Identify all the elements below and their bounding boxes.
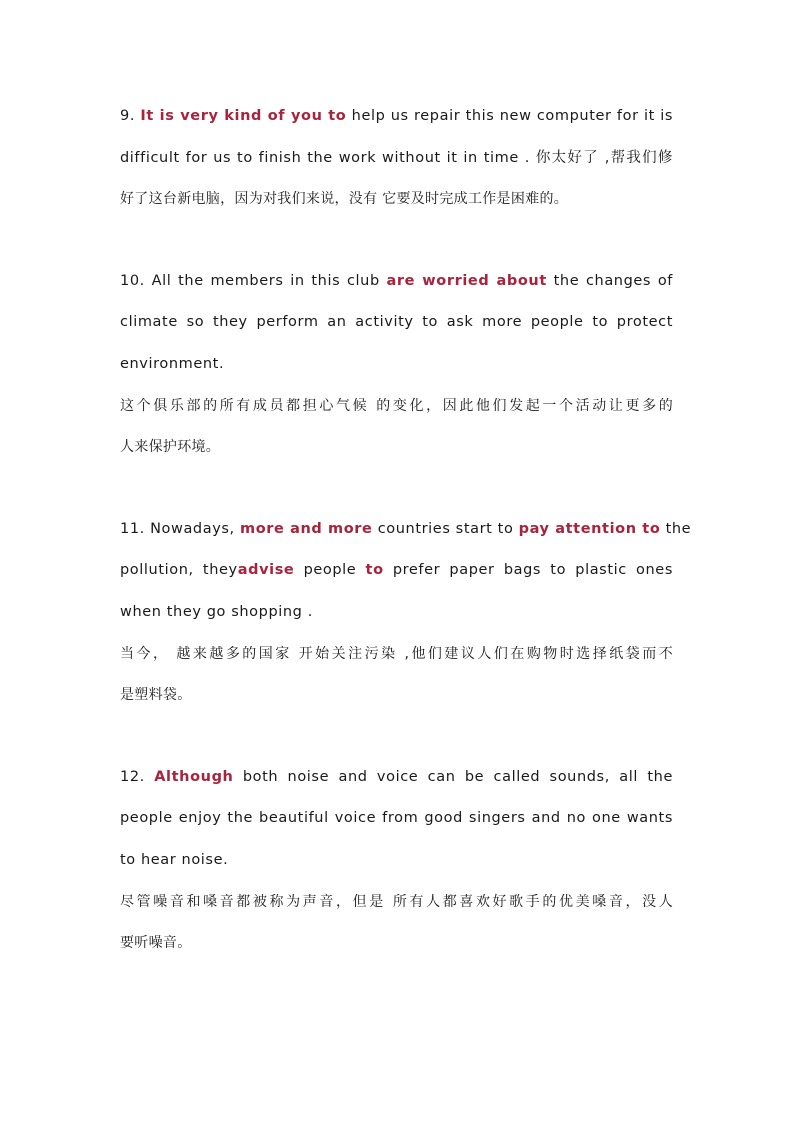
text-span: pollution, they bbox=[120, 562, 238, 579]
text-span: 当今， 越来越多的国家 开始关注污染 ,他们建议人们在购物时选择纸袋而不 bbox=[120, 645, 673, 662]
text-line bbox=[120, 302, 673, 344]
text-span: help us repair this new computer for it is bbox=[346, 108, 673, 124]
translation-line bbox=[120, 923, 673, 965]
highlight-phrase: pay attention to bbox=[518, 520, 661, 537]
text-line bbox=[120, 509, 692, 551]
text-span: 要听噪音。 bbox=[120, 935, 192, 952]
translation-line bbox=[120, 882, 673, 924]
text-span: countries start to bbox=[372, 520, 519, 537]
text-line bbox=[120, 798, 673, 840]
text-line bbox=[120, 757, 673, 799]
text-line bbox=[120, 344, 673, 386]
text-span: people enjoy the beautiful voice from good singers and no one wants bbox=[120, 810, 673, 827]
text-span: both noise and voice can be called sounds, all the bbox=[233, 768, 673, 785]
text-span: 尽管噪音和嗓音都被称为声音，但是 所有人都喜欢好歌手的优美嗓音，没人 bbox=[120, 893, 673, 910]
text-span: the changes of bbox=[546, 272, 673, 289]
highlight-phrase: It is very kind of you to bbox=[140, 108, 347, 124]
sentence-item-9 bbox=[120, 96, 673, 221]
highlight-phrase: advise bbox=[237, 562, 295, 579]
translation-line bbox=[120, 386, 673, 428]
highlight-phrase: to bbox=[365, 562, 384, 579]
highlight-phrase: are worried about bbox=[386, 272, 547, 289]
text-span: 10. All the members in this club bbox=[120, 272, 387, 289]
text-span: 11. Nowadays, bbox=[120, 520, 240, 537]
translation-line bbox=[120, 427, 673, 469]
text-span: 9. bbox=[120, 108, 141, 124]
text-span: environment. bbox=[120, 355, 225, 372]
text-line bbox=[120, 96, 673, 138]
translation-line bbox=[120, 634, 673, 676]
text-line bbox=[120, 261, 673, 303]
text-span: 是塑料袋。 bbox=[120, 687, 192, 704]
text-line bbox=[120, 592, 673, 634]
text-span: when they go shopping . bbox=[120, 603, 313, 620]
text-span: 人来保护环境。 bbox=[120, 439, 221, 456]
highlight-phrase: Although bbox=[154, 768, 234, 785]
sentence-item-12 bbox=[120, 757, 673, 965]
text-line bbox=[120, 138, 673, 180]
text-span: the bbox=[660, 520, 692, 537]
sentence-item-10 bbox=[120, 261, 673, 469]
translation-line bbox=[120, 179, 673, 221]
text-span: 好了这台新电脑，因为对我们来说，没有 它要及时完成工作是困难的。 bbox=[120, 191, 569, 208]
text-span: difficult for us to finish the work without it in time . 你太好了 ,帮我们修 bbox=[120, 149, 673, 166]
text-line bbox=[120, 550, 673, 592]
text-span: 这个俱乐部的所有成员都担心气候 的变化，因此他们发起一个活动让更多的 bbox=[120, 397, 673, 414]
text-span: 12. bbox=[120, 768, 155, 785]
text-span: prefer paper bags to plastic ones bbox=[383, 562, 673, 579]
text-span: people bbox=[294, 562, 366, 579]
text-span: to hear noise. bbox=[120, 851, 229, 868]
text-line bbox=[120, 840, 673, 882]
document-page bbox=[120, 96, 692, 1005]
translation-line bbox=[120, 675, 673, 717]
sentence-item-11 bbox=[120, 509, 692, 717]
highlight-phrase: more and more bbox=[239, 520, 373, 537]
text-span: climate so they perform an activity to ask more people to protect bbox=[120, 314, 673, 331]
